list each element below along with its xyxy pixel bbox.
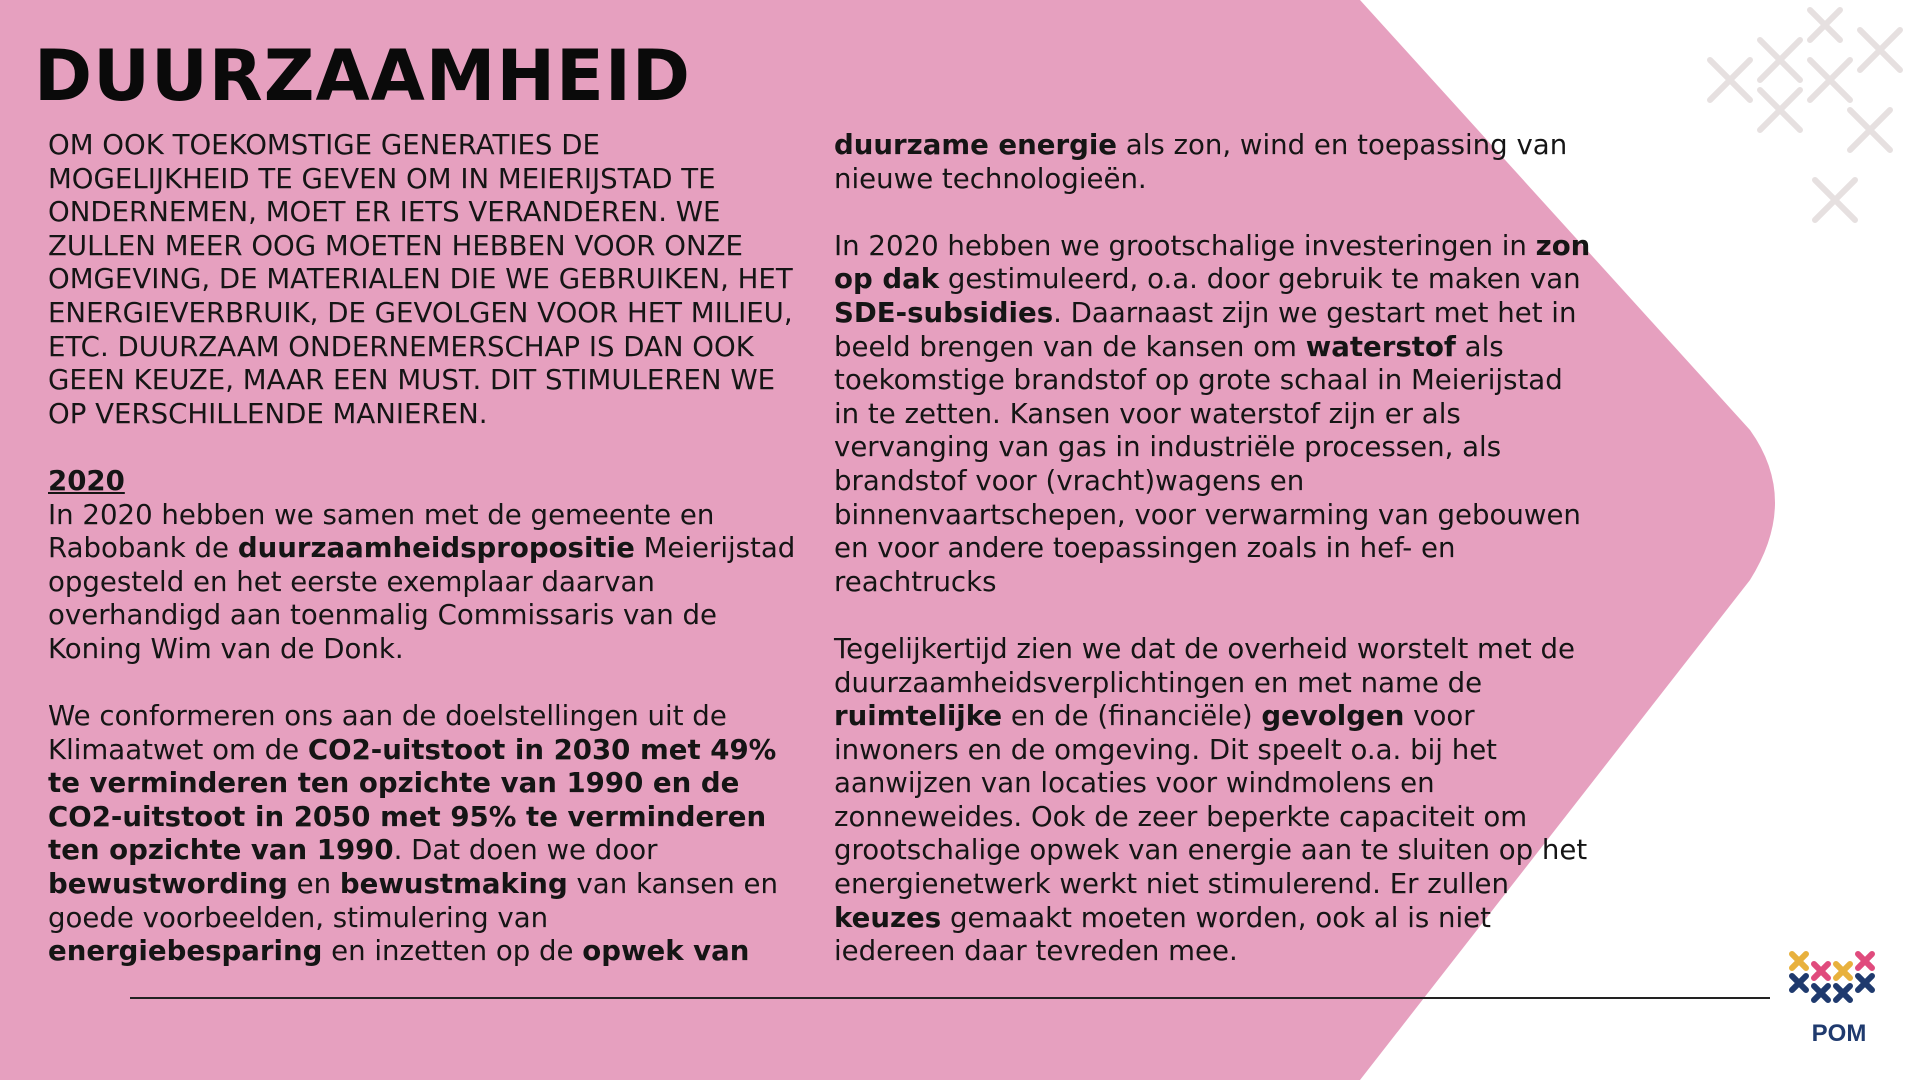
intro-paragraph: OM OOK TOEKOMSTIGE GENERATIES DE MOGELIJKHEID TE GEVEN OM IN MEIERIJSTAD TE ONDERNEMEN, MOET ER IETS VERANDEREN. WE ZULLEN MEER OOG MOETEN HEBBEN VOOR ONZE OMGEVING, DE MATERIALEN DIE WE GEBRUIKEN, HET ENERGIEVERBRUIK, DE GEVOLGEN VOOR HET MILIEU, ETC. DUURZAAM ONDERNEMERSCHAP IS DAN OOK GEEN KEUZE, MAAR EEN MUST. DIT STIMULEREN WE OP VERSCHILLENDE MANIEREN. bbox=[48, 128, 793, 430]
right-column bbox=[834, 128, 1594, 968]
page-title: DUURZAAMHEID bbox=[34, 35, 692, 117]
paragraph-waterstof: In 2020 hebben we grootschalige investeringen in zon op dak gestimuleerd, o.a. door gebruik te maken van SDE-subsidies. Daarnaast zijn we gestart met het in beeld brengen van de kansen om waterstof als toekomstige brandstof op grote schaal in Meierijstad in te zetten. Kansen voor waterstof zijn er als vervanging van gas in industriële processen, als brandstof voor (vracht)wagens en binnenvaartschepen, voor verwarming van gebouwen en voor andere toepassingen zoals in hef- en reachtrucks bbox=[834, 228, 1591, 598]
paragraph-duurzame-energie: duurzame energie als zon, wind en toepassing van nieuwe technologieën. bbox=[834, 128, 1568, 195]
decorative-cross-pattern-icon bbox=[1690, 0, 1920, 250]
paragraph-duurzaamheidspropositie: In 2020 hebben we samen met de gemeente en Rabobank de duurzaamheidspropositie Meierijstad opgesteld en het eerste exemplaar daarvan overhandigd aan toenmalig Commissaris van de Koning Wim van de Donk. bbox=[48, 497, 796, 665]
paragraph-overheid: Tegelijkertijd zien we dat de overheid worstelt met de duurzaamheidsverplichtingen en met name de ruimtelijke en de (financiële) gevolgen voor inwoners en de omgeving. Dit speelt o.a. bij het aanwijzen van locaties voor windmolens en zonneweides. Ook de zeer beperkte capaciteit om grootschalige opwek van energie aan te sluiten op het energienetwerk werkt niet stimulerend. Er zullen keuzes gemaakt moeten worden, ook al is niet iedereen daar tevreden mee. bbox=[834, 631, 1588, 968]
left-column bbox=[48, 128, 808, 968]
footer-divider bbox=[130, 997, 1770, 999]
pom-logo-label: POM bbox=[1811, 1020, 1867, 1047]
section-heading-2020: 2020 bbox=[48, 463, 125, 497]
paragraph-klimaatwet: We conformeren ons aan de doelstellingen uit de Klimaatwet om de CO2-uitstoot in 2030 met 49% te verminderen ten opzichte van 1990 en de CO2-uitstoot in 2050 met 95% te verminderen ten opzichte van 1990. Dat doen we door bewustwording en bewustmaking van kansen en goede voorbeelden, stimulering van energiebesparing en inzetten op de opwek van bbox=[48, 699, 778, 968]
